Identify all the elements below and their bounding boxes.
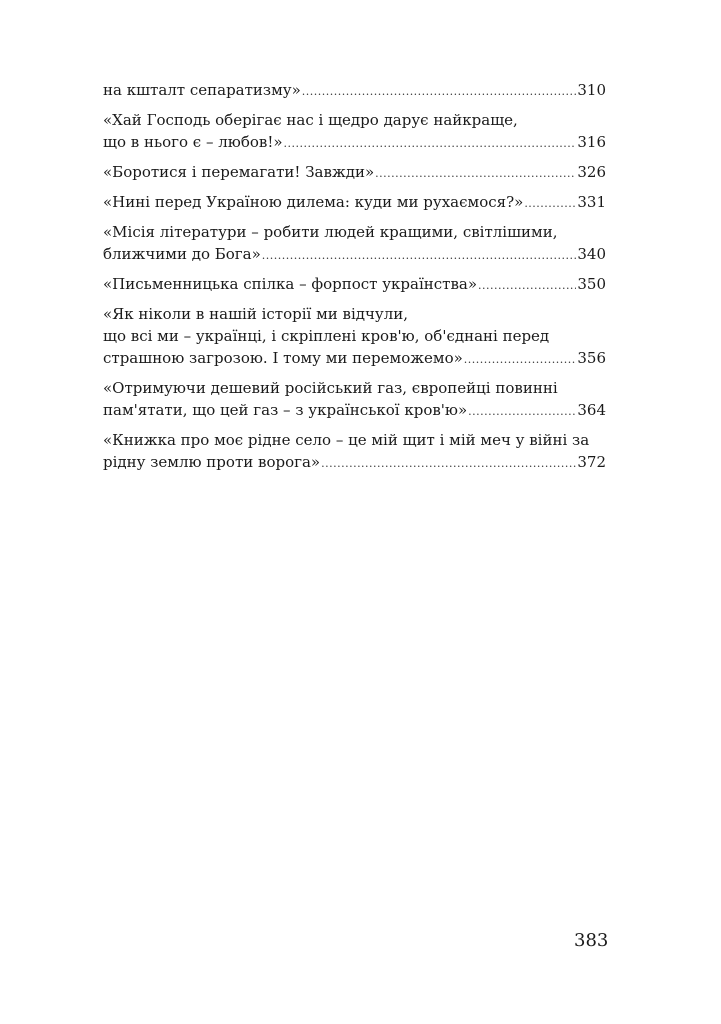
dot-leader [468,401,576,423]
toc-page-number: 310 [577,81,606,99]
toc-page-number: 316 [577,133,606,151]
toc-entry [103,221,606,267]
toc-entry-text: страшною загрозою. І тому ми переможемо» [103,349,463,367]
toc-entry-text: «Письменницька спілка – форпост українства» [103,275,478,293]
toc-entry [103,429,606,475]
toc-page-number: 372 [577,453,606,471]
toc-entry-text: «Як ніколи в нашій історії ми відчули, [103,305,409,323]
toc-entry [103,377,606,423]
toc-entry [103,191,606,215]
toc-entry-text: що всі ми – українці, і скріплені кров'ю, об'єднані перед [103,327,550,345]
toc-entry-text: пам'ятати, що цей газ – з української кров'ю» [103,401,468,419]
dot-leader [284,133,577,155]
toc-entry [103,109,606,155]
toc-entry-text: «Нині перед Україною дилема: куди ми рухаємося?» [103,193,524,211]
toc-entry-text: що в нього є – любов!» [103,133,283,151]
toc-entry-text: ближчими до Бога» [103,245,261,263]
toc-page-number: 350 [577,275,606,293]
toc-entry [103,273,606,297]
toc-entry [103,303,606,371]
toc-entry-text: «Місія літератури – робити людей кращими, світлішими, [103,223,558,241]
toc-entry-text: «Боротися і перемагати! Завжди» [103,163,375,181]
table-of-contents [103,79,606,481]
toc-entry-text: «Хай Господь оберігає нас і щедро дарує найкраще, [103,111,518,129]
dot-leader [321,453,576,475]
toc-page-number: 326 [577,163,606,181]
toc-page-number: 331 [577,193,606,211]
toc-entry-text: «Книжка про моє рідне село – це мій щит і мій меч у війні за [103,431,590,449]
toc-entry-text: рідну землю проти ворога» [103,453,321,471]
toc-page-number: 340 [577,245,606,263]
toc-page-number: 364 [577,401,606,419]
toc-entry-text: «Отримуючи дешевий російський газ, європейці повинні [103,379,558,397]
dot-leader [464,349,577,371]
toc-page-number: 356 [577,349,606,367]
page-number: 383 [574,930,609,951]
toc-entry-text: на кшталт сепаратизму» [103,81,301,99]
dot-leader [302,81,577,103]
dot-leader [478,275,576,297]
dot-leader [262,245,577,267]
dot-leader [524,193,576,215]
toc-entry [103,161,606,185]
dot-leader [375,163,576,185]
toc-entry [103,79,606,103]
